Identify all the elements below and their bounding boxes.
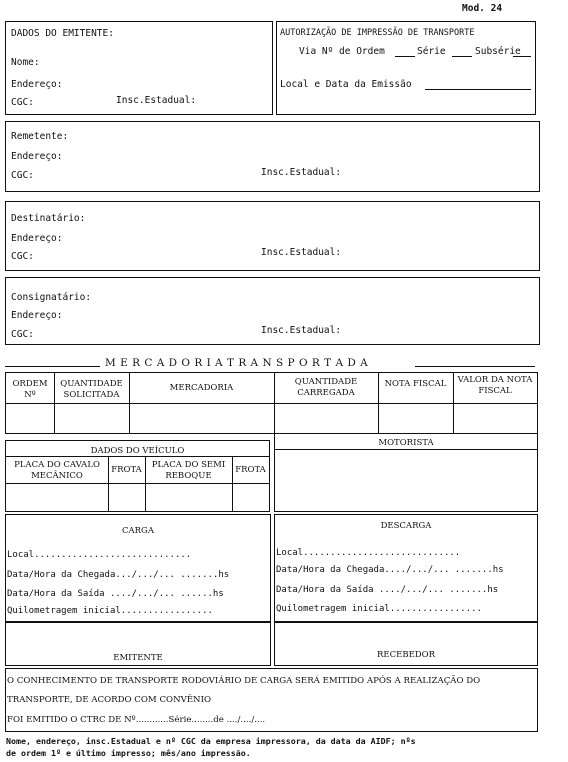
consignee-label: Consignatário: (11, 292, 92, 303)
issuer-title: DADOS DO EMITENTE: (11, 28, 114, 39)
place-date-label: Local e Data da Emissão (280, 79, 412, 90)
sender-address-label: Endereço: (11, 151, 63, 162)
issuer-name-label: Nome: (11, 57, 40, 68)
loading-local: Local............................. (7, 550, 192, 560)
recipient-label: Destinatário: (11, 213, 86, 224)
footer-declaration (5, 668, 538, 732)
consignee-ie-label: Insc.Estadual: (261, 325, 342, 336)
recipient-address-label: Endereço: (11, 233, 63, 244)
issuer-signature-label: EMITENTE (113, 653, 163, 663)
form-code: Mod. 24 (462, 3, 503, 14)
vehicle-header-truck-plate: PLACA DO CAVALO MECÂNICO (14, 460, 100, 481)
serie-label: Série (417, 46, 446, 57)
loading-km: Quilometragem inicial................. (7, 606, 213, 616)
recipient-section (5, 201, 540, 271)
footer-line-2: TRANSPORTE, DE ACORDO COM CONVÊNIO (7, 695, 212, 705)
vehicle-section (5, 440, 270, 512)
unloading-departure: Data/Hora da Saída ..../.../... .......hs (276, 585, 499, 595)
loading-section (5, 514, 271, 622)
serie-line (452, 56, 472, 57)
issuer-ie-label: Insc.Estadual: (116, 95, 197, 106)
goods-header-qty-requested: QUANTIDADE SOLICITADA (60, 379, 123, 400)
consignee-address-label: Endereço: (11, 310, 63, 321)
vehicle-header-fleet-2: FROTA (235, 465, 266, 475)
vehicle-header-trailer-plate: PLACA DO SEMI REBOQUE (151, 460, 226, 481)
subserie-line (513, 56, 531, 57)
consignee-cgc-label: CGC: (11, 329, 34, 340)
recipient-ie-label: Insc.Estadual: (261, 247, 342, 258)
goods-title-rule-left (5, 366, 100, 367)
consignee-section (5, 277, 540, 345)
place-date-line (425, 89, 531, 90)
goods-header-goods: MERCADORIA (169, 383, 234, 393)
receiver-signature-label: RECEBEDOR (377, 650, 435, 660)
authorization-section (276, 21, 536, 115)
unloading-km: Quilometragem inicial................. (276, 604, 482, 614)
driver-section (274, 433, 538, 512)
sender-label: Remetente: (11, 131, 69, 142)
vehicle-header-fleet-1: FROTA (111, 465, 142, 475)
sender-cgc-label: CGC: (11, 170, 34, 181)
vehicle-title: DADOS DO VEÍCULO (90, 446, 185, 456)
goods-title: M E R C A D O R I A T R A N S P O R T A D A (105, 357, 369, 369)
goods-table (5, 372, 538, 434)
authorization-title: AUTORIZAÇÃO DE IMPRESSÃO DE TRANSPORTE (280, 28, 475, 38)
printer-note-2: de ordem 1º e último impresso; mês/ano impressão. (6, 748, 251, 758)
issuer-signature-box (5, 622, 271, 666)
sender-ie-label: Insc.Estadual: (261, 167, 342, 178)
receiver-signature-box (274, 622, 538, 666)
goods-title-rule-right (415, 366, 535, 367)
driver-title: MOTORISTA (378, 438, 434, 448)
goods-header-qty-loaded: QUANTIDADE CARREGADA (294, 377, 358, 398)
goods-header-invoice: NOTA FISCAL (384, 379, 447, 389)
issuer-cgc-label: CGC: (11, 97, 34, 108)
sender-section (5, 121, 540, 192)
via-order-label: Via Nº de Ordem (299, 46, 385, 57)
unloading-arrival: Data/Hora da Chegada..../.../... .......hs (276, 565, 504, 575)
unloading-title: DESCARGA (380, 521, 432, 531)
loading-arrival: Data/Hora da Chegada.../.../... .......hs (7, 570, 230, 580)
footer-line-1: O CONHECIMENTO DE TRANSPORTE RODOVIÁRIO DE CARGA SERÁ EMITIDO APÓS A REALIZAÇÃO DO (7, 676, 481, 686)
goods-header-invoice-value: VALOR DA NOTA FISCAL (457, 375, 533, 396)
issuer-address-label: Endereço: (11, 79, 63, 90)
recipient-cgc-label: CGC: (11, 251, 34, 262)
via-order-line (395, 56, 415, 57)
loading-departure: Data/Hora da Saída ..../.../... ......hs (7, 589, 224, 599)
footer-line-3: FOI EMITIDO O CTRC DE Nº............Série........de ..../..../.... (7, 715, 266, 725)
printer-note-1: Nome, endereço, insc.Estadual e nº CGC da empresa impressora, da data da AIDF; nºs (6, 736, 416, 746)
issuer-section (5, 21, 273, 115)
unloading-local: Local............................. (276, 548, 461, 558)
subserie-label: Subsérie (475, 46, 521, 57)
loading-title: CARGA (122, 526, 154, 536)
unloading-section (274, 514, 538, 622)
goods-header-order: ORDEM Nº (12, 379, 48, 400)
